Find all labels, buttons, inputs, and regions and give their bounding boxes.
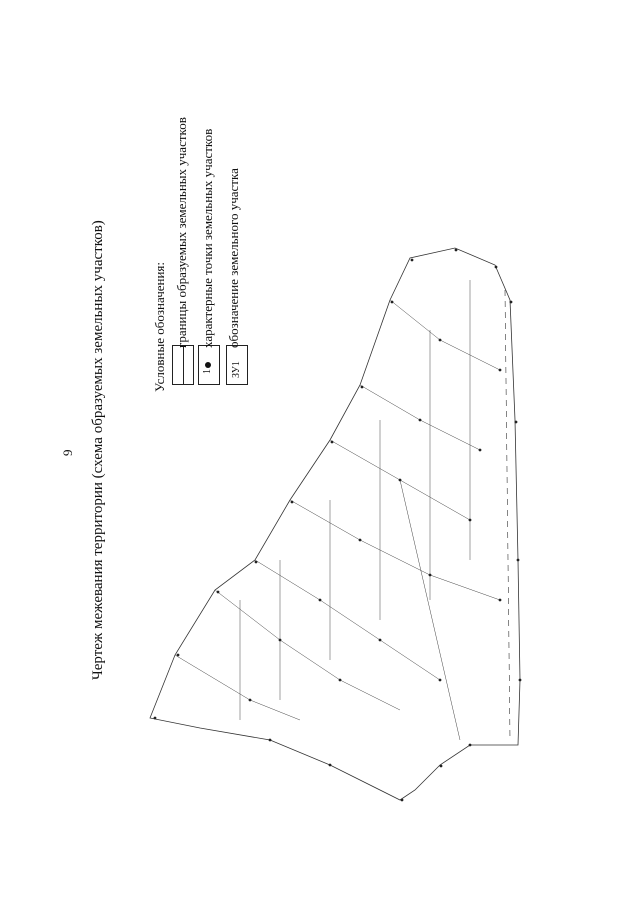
legend-boundary-label: границы образуемых земельных участков [174,117,189,348]
legend-point-sample: 1 [202,369,213,374]
legend-parcel-sample: ЗУ1 [231,361,242,378]
outer-boundary [150,248,520,800]
characteristic-points [154,249,522,802]
dashed-road-line [505,290,510,740]
legend-point-label: характерные точки земельных участков [200,128,215,348]
page-title: Чертеж межевания территории (схема образуемых земельных участков) [90,220,106,680]
page-number: 9 [60,449,75,456]
internal-boundaries [175,280,500,740]
legend-parcel-label: обозначение земельного участка [226,168,241,348]
legend-heading: Условные обозначения: [152,261,167,392]
